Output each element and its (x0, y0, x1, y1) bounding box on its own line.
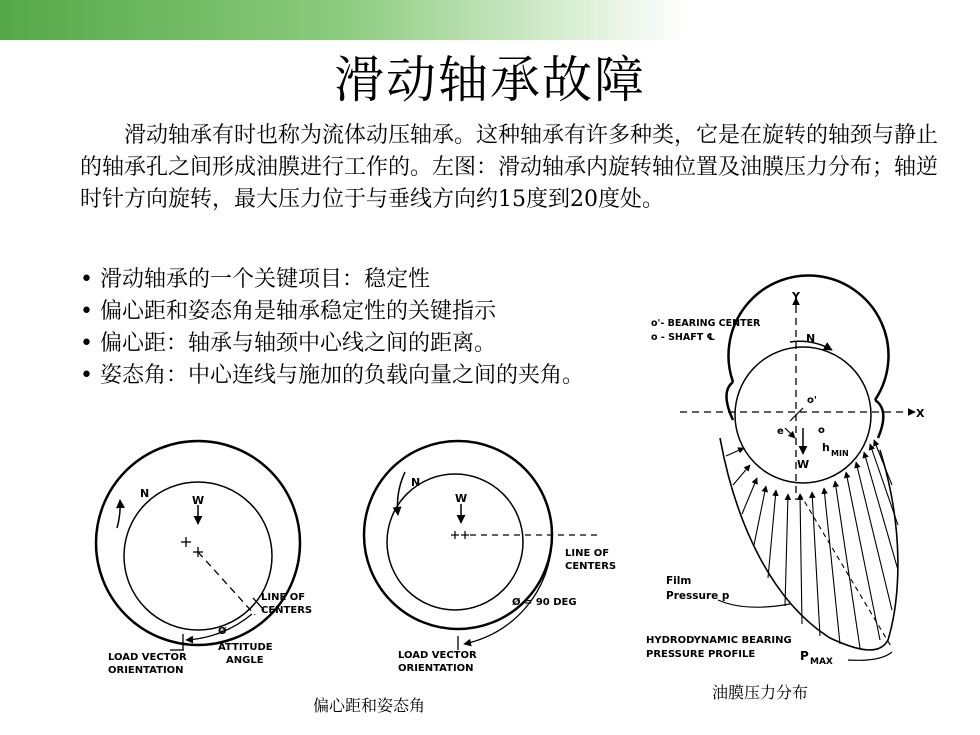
x-axis-label: X (916, 407, 925, 420)
legend-shaft-center: o - SHAFT ℄ (651, 332, 716, 343)
load-vector-label: ORIENTATION (108, 665, 184, 676)
bearing-center-label: o' (807, 395, 817, 406)
pmax-label: P (800, 649, 809, 663)
load-w-label: W (192, 494, 205, 507)
phi-90deg-label: Ø = 90 DEG (512, 597, 577, 608)
bullet-item: • 偏心距：轴承与轴颈中心线之间的距离。 (80, 331, 496, 356)
load-vector-label: LOAD VECTOR (108, 652, 187, 663)
line-of-centers-label: CENTERS (565, 561, 617, 572)
load-vector-label: ORIENTATION (398, 663, 474, 674)
intro-paragraph: 滑动轴承有时也称为流体动压轴承。这种轴承有许多种类，它是在旋转的轴颈与静止的轴承孔之间形成油膜进行工作的。左图：滑动轴承内旋转轴位置及油膜压力分布；轴逆时针方向旋转，最大压力位于与垂线方向约15度到20度处。 (80, 123, 939, 212)
attitude-angle-label: ANGLE (226, 655, 264, 666)
hmin-subscript: MIN (831, 449, 849, 458)
rotation-n-label: N (411, 476, 421, 489)
slide-title: 滑动轴承故障 (334, 51, 646, 109)
hydrodynamic-title: HYDRODYNAMIC BEARING (646, 635, 792, 646)
diagram-eccentric-bearing (96, 441, 300, 650)
film-pressure-label: Pressure p (666, 590, 730, 602)
shaft-center-label: o (818, 425, 825, 436)
eccentricity-label: e (777, 426, 784, 437)
y-axis-label: Y (792, 290, 800, 303)
load-w-label: W (455, 492, 468, 505)
pmax-subscript: MAX (810, 657, 833, 667)
hydrodynamic-title: PRESSURE PROFILE (646, 649, 756, 660)
caption-pressure: 油膜压力分布 (712, 683, 809, 702)
diagram-90deg-bearing (364, 441, 598, 650)
bullet-item: • 姿态角：中心连线与施加的负载向量之间的夹角。 (80, 363, 584, 388)
bullet-item: • 滑动轴承的一个关键项目：稳定性 (80, 267, 430, 292)
phi-label: Ø (218, 626, 227, 637)
line-of-centers-label: LINE OF (261, 592, 306, 603)
load-vector-label: LOAD VECTOR (398, 650, 477, 661)
hmin-label: h (822, 441, 830, 454)
line-of-centers-label: LINE OF (565, 548, 610, 559)
film-pressure-label: Film (666, 575, 692, 587)
load-w-label: W (797, 458, 810, 471)
bullet-item: • 偏心距和姿态角是轴承稳定性的关键指示 (80, 299, 496, 324)
line-of-centers-label: CENTERS (261, 605, 313, 616)
caption-eccentricity: 偏心距和姿态角 (313, 696, 426, 715)
legend-bearing-center: o'- BEARING CENTER (651, 318, 761, 329)
rotation-n-label: N (806, 332, 816, 345)
rotation-n-label: N (140, 487, 150, 500)
attitude-angle-label: ATTITUDE (218, 642, 273, 653)
